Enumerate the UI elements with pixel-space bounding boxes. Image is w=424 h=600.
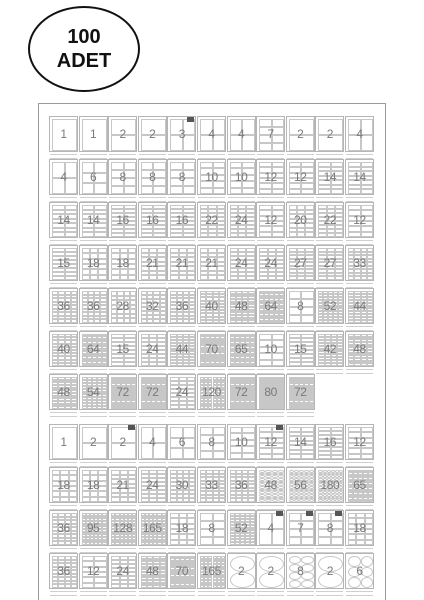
sheet-preview — [197, 202, 226, 238]
sheet-preview — [227, 553, 256, 589]
labels-per-sheet-count: 8 — [149, 170, 156, 184]
labels-per-sheet-count: 2 — [326, 564, 334, 578]
sheet-preview — [138, 467, 167, 503]
sheet-preview — [315, 424, 344, 460]
labels-per-sheet-count: 4 — [237, 127, 245, 141]
sheet-preview — [79, 510, 108, 546]
labels-per-sheet-count: 18 — [116, 256, 129, 270]
sheet-preview — [138, 424, 167, 460]
sheet-preview — [256, 374, 285, 410]
labels-per-sheet-count: 180 — [320, 478, 340, 492]
template-caption — [109, 591, 136, 596]
sheet-preview — [138, 288, 167, 324]
labels-per-sheet-count: 1 — [60, 127, 67, 141]
labels-per-sheet-count: 2 — [267, 564, 274, 578]
sheet-preview — [167, 245, 196, 281]
labels-per-sheet-count: 8 — [326, 521, 334, 535]
labels-per-sheet-count: 18 — [57, 478, 70, 492]
template-caption — [50, 412, 77, 417]
labels-per-sheet-count: 28 — [116, 299, 129, 313]
template-caption — [257, 412, 284, 417]
sheet-preview — [345, 288, 374, 324]
quantity-badge — [28, 6, 140, 92]
sheet-preview — [108, 116, 137, 152]
sheet-preview — [108, 202, 137, 238]
labels-per-sheet-count: 2 — [89, 435, 97, 449]
template-caption — [228, 412, 255, 417]
template-caption — [198, 591, 225, 596]
labels-per-sheet-count: 14 — [57, 213, 70, 227]
labels-per-sheet-count: 18 — [353, 521, 366, 535]
labels-per-sheet-count: 22 — [205, 213, 218, 227]
sheet-preview — [138, 159, 167, 195]
labels-per-sheet-count: 36 — [175, 299, 189, 313]
sheet-preview — [286, 374, 315, 410]
sheet-preview — [49, 288, 78, 324]
labels-per-sheet-count: 12 — [353, 213, 366, 227]
sheet-preview — [79, 424, 108, 460]
labels-per-sheet-count: 52 — [234, 521, 248, 535]
labels-per-sheet-count: 7 — [297, 521, 304, 535]
labels-per-sheet-count: 8 — [297, 299, 304, 313]
labels-per-sheet-count: 4 — [60, 170, 67, 184]
labels-per-sheet-count: 40 — [57, 342, 70, 356]
labels-per-sheet-count: 3 — [178, 127, 186, 141]
sheet-preview — [345, 331, 374, 367]
template-caption — [316, 369, 343, 374]
labels-per-sheet-count: 40 — [205, 299, 218, 313]
sheet-preview — [345, 510, 374, 546]
labels-per-sheet-count: 36 — [57, 521, 70, 535]
sheet-preview — [256, 202, 285, 238]
sheet-preview — [345, 553, 374, 589]
labels-per-sheet-count: 120 — [202, 385, 221, 399]
template-caption — [168, 412, 195, 417]
sheet-preview — [49, 116, 78, 152]
sheet-preview — [49, 553, 78, 589]
sheet-preview — [79, 159, 108, 195]
template-caption — [80, 412, 107, 417]
sheet-preview — [227, 245, 256, 281]
labels-per-sheet-count: 30 — [175, 478, 189, 492]
sheet-corner-marker — [276, 511, 283, 516]
sheet-preview — [315, 331, 344, 367]
labels-per-sheet-count: 33 — [205, 478, 218, 492]
sheet-corner-marker — [335, 511, 342, 516]
sheet-preview — [286, 288, 315, 324]
sheet-preview — [167, 424, 196, 460]
labels-per-sheet-count: 64 — [86, 342, 100, 356]
template-caption — [287, 591, 314, 596]
labels-per-sheet-count: 2 — [237, 564, 245, 578]
labels-per-sheet-count: 21 — [146, 256, 159, 270]
labels-per-sheet-count: 65 — [353, 478, 366, 492]
sheet-preview — [315, 159, 344, 195]
quantity-unit: ADET — [56, 50, 112, 72]
labels-per-sheet-count: 21 — [175, 256, 189, 270]
labels-per-sheet-count: 10 — [234, 435, 248, 449]
labels-per-sheet-count: 24 — [175, 385, 189, 399]
labels-per-sheet-count: 8 — [208, 521, 215, 535]
sheet-preview — [315, 202, 344, 238]
sheet-preview — [286, 116, 315, 152]
sheet-preview — [197, 467, 226, 503]
labels-per-sheet-count: 56 — [294, 478, 307, 492]
sheet-preview — [167, 288, 196, 324]
labels-per-sheet-count: 12 — [294, 170, 307, 184]
sheet-preview — [256, 245, 285, 281]
labels-per-sheet-count: 72 — [146, 385, 159, 399]
labels-per-sheet-count: 21 — [205, 256, 218, 270]
sheet-preview — [345, 116, 374, 152]
sheet-preview — [256, 116, 285, 152]
labels-per-sheet-count: 14 — [323, 170, 337, 184]
sheet-preview — [197, 374, 226, 410]
labels-per-sheet-count: 72 — [234, 385, 248, 399]
labels-per-sheet-count: 70 — [205, 342, 218, 356]
sheet-preview — [49, 424, 78, 460]
labels-per-sheet-count: 14 — [86, 213, 100, 227]
sheet-corner-marker — [128, 425, 135, 430]
sheet-preview — [286, 424, 315, 460]
sheet-preview — [138, 116, 167, 152]
labels-per-sheet-count: 2 — [119, 435, 126, 449]
sheet-preview — [49, 331, 78, 367]
sheet-preview — [315, 245, 344, 281]
labels-per-sheet-count: 64 — [264, 299, 277, 313]
template-caption — [228, 591, 255, 596]
sheet-preview — [167, 374, 196, 410]
labels-per-sheet-count: 36 — [234, 478, 248, 492]
labels-per-sheet-count: 16 — [175, 213, 189, 227]
sheet-preview — [286, 467, 315, 503]
sheet-preview — [49, 374, 78, 410]
sheet-preview — [256, 159, 285, 195]
labels-per-sheet-count: 16 — [323, 435, 337, 449]
sheet-preview — [79, 467, 108, 503]
template-caption — [316, 591, 343, 596]
labels-per-sheet-count: 6 — [178, 435, 186, 449]
labels-per-sheet-count: 27 — [323, 256, 337, 270]
labels-per-sheet-count: 95 — [86, 521, 100, 535]
labels-per-sheet-count: 18 — [175, 521, 189, 535]
sheet-preview — [167, 116, 196, 152]
labels-per-sheet-count: 15 — [57, 256, 70, 270]
labels-per-sheet-count: 21 — [116, 478, 129, 492]
labels-per-sheet-count: 20 — [294, 213, 307, 227]
template-caption — [109, 412, 136, 417]
labels-per-sheet-count: 128 — [113, 521, 133, 535]
labels-per-sheet-count: 6 — [89, 170, 97, 184]
labels-per-sheet-count: 14 — [294, 435, 307, 449]
labels-per-sheet-count: 2 — [297, 127, 304, 141]
labels-per-sheet-count: 36 — [57, 564, 70, 578]
labels-per-sheet-count: 8 — [208, 435, 215, 449]
sheet-preview — [49, 159, 78, 195]
sheet-preview — [108, 467, 137, 503]
labels-per-sheet-count: 4 — [356, 127, 363, 141]
labels-per-sheet-count: 1 — [89, 127, 97, 141]
sheet-preview — [345, 245, 374, 281]
labels-per-sheet-count: 12 — [264, 213, 277, 227]
labels-per-sheet-count: 36 — [57, 299, 70, 313]
sheet-preview — [197, 331, 226, 367]
sheet-preview — [197, 116, 226, 152]
sheet-preview — [345, 159, 374, 195]
template-caption — [80, 591, 107, 596]
labels-per-sheet-count: 15 — [294, 342, 307, 356]
labels-per-sheet-count: 10 — [234, 170, 248, 184]
labels-per-sheet-count: 24 — [146, 342, 159, 356]
labels-per-sheet-count: 42 — [323, 342, 337, 356]
sheet-preview — [108, 288, 137, 324]
sheet-preview — [315, 288, 344, 324]
sheet-preview — [256, 553, 285, 589]
sheet-preview — [49, 202, 78, 238]
labels-per-sheet-count: 2 — [119, 127, 126, 141]
sheet-preview — [286, 510, 315, 546]
labels-per-sheet-count: 4 — [267, 521, 274, 535]
labels-per-sheet-count: 48 — [234, 299, 248, 313]
sheet-preview — [79, 202, 108, 238]
labels-per-sheet-count: 16 — [146, 213, 159, 227]
template-caption — [287, 412, 314, 417]
labels-per-sheet-count: 24 — [264, 256, 277, 270]
sheet-preview — [79, 374, 108, 410]
labels-per-sheet-count: 18 — [86, 256, 100, 270]
labels-per-sheet-count: 4 — [208, 127, 215, 141]
labels-per-sheet-count: 1 — [60, 435, 67, 449]
labels-per-sheet-count: 70 — [175, 564, 189, 578]
labels-per-sheet-count: 2 — [326, 127, 334, 141]
sheet-preview — [167, 510, 196, 546]
labels-per-sheet-count: 24 — [116, 564, 129, 578]
template-caption — [346, 369, 373, 374]
sheet-preview — [197, 245, 226, 281]
sheet-preview — [138, 374, 167, 410]
sheet-preview — [108, 245, 137, 281]
template-caption — [168, 591, 195, 596]
sheet-preview — [286, 553, 315, 589]
labels-per-sheet-count: 2 — [149, 127, 156, 141]
sheet-preview — [108, 331, 137, 367]
sheet-preview — [256, 288, 285, 324]
sheet-preview — [167, 553, 196, 589]
sheet-preview — [286, 202, 315, 238]
sheet-preview — [256, 424, 285, 460]
sheet-preview — [138, 331, 167, 367]
labels-per-sheet-count: 12 — [264, 170, 277, 184]
labels-per-sheet-count: 48 — [353, 342, 366, 356]
sheet-preview — [79, 245, 108, 281]
sheet-corner-marker — [276, 425, 283, 430]
template-caption — [198, 412, 225, 417]
labels-per-sheet-count: 72 — [294, 385, 307, 399]
sheet-preview — [49, 245, 78, 281]
sheet-preview — [315, 553, 344, 589]
sheet-preview — [345, 424, 374, 460]
template-caption — [257, 591, 284, 596]
label-templates-sheet — [38, 103, 386, 600]
labels-per-sheet-count: 48 — [264, 478, 277, 492]
labels-per-sheet-count: 44 — [175, 342, 189, 356]
template-caption — [346, 591, 373, 596]
labels-per-sheet-count: 22 — [323, 213, 337, 227]
labels-per-sheet-count: 15 — [116, 342, 129, 356]
sheet-preview — [227, 467, 256, 503]
labels-per-sheet-count: 4 — [149, 435, 156, 449]
labels-per-sheet-count: 8 — [297, 564, 304, 578]
sheet-preview — [227, 331, 256, 367]
sheet-preview — [108, 510, 137, 546]
template-caption — [50, 591, 77, 596]
labels-per-sheet-count: 10 — [205, 170, 218, 184]
sheet-preview — [108, 553, 137, 589]
labels-per-sheet-count: 165 — [142, 521, 162, 535]
sheet-preview — [79, 288, 108, 324]
sheet-preview — [227, 202, 256, 238]
sheet-preview — [197, 510, 226, 546]
labels-per-sheet-count: 24 — [234, 213, 248, 227]
sheet-preview — [167, 159, 196, 195]
sheet-preview — [138, 202, 167, 238]
sheet-preview — [315, 467, 344, 503]
sheet-preview — [197, 424, 226, 460]
sheet-preview — [108, 159, 137, 195]
labels-per-sheet-count: 10 — [264, 342, 277, 356]
labels-per-sheet-count: 52 — [323, 299, 337, 313]
sheet-preview — [197, 553, 226, 589]
sheet-preview — [227, 116, 256, 152]
sheet-preview — [315, 116, 344, 152]
labels-per-sheet-count: 48 — [57, 385, 70, 399]
labels-per-sheet-count: 44 — [353, 299, 366, 313]
sheet-preview — [286, 245, 315, 281]
sheet-preview — [286, 159, 315, 195]
sheet-corner-marker — [306, 511, 313, 516]
labels-per-sheet-count: 48 — [146, 564, 159, 578]
labels-per-sheet-count: 16 — [116, 213, 129, 227]
labels-per-sheet-count: 24 — [234, 256, 248, 270]
labels-per-sheet-count: 27 — [294, 256, 307, 270]
sheet-preview — [197, 159, 226, 195]
labels-per-sheet-count: 12 — [353, 435, 366, 449]
sheet-preview — [49, 510, 78, 546]
sheet-preview — [227, 159, 256, 195]
labels-per-sheet-count: 80 — [264, 385, 277, 399]
sheet-preview — [256, 467, 285, 503]
sheet-preview — [138, 245, 167, 281]
sheet-corner-marker — [187, 117, 194, 122]
labels-per-sheet-count: 8 — [178, 170, 186, 184]
sheet-preview — [345, 467, 374, 503]
sheet-preview — [138, 553, 167, 589]
sheet-preview — [227, 510, 256, 546]
sheet-preview — [108, 374, 137, 410]
sheet-preview — [167, 467, 196, 503]
sheet-preview — [138, 510, 167, 546]
sheet-preview — [256, 510, 285, 546]
labels-per-sheet-count: 32 — [146, 299, 159, 313]
template-caption — [139, 412, 166, 417]
labels-per-sheet-count: 165 — [202, 564, 221, 578]
sheet-preview — [108, 424, 137, 460]
sheet-preview — [49, 467, 78, 503]
labels-per-sheet-count: 12 — [264, 435, 277, 449]
sheet-preview — [256, 331, 285, 367]
labels-per-sheet-count: 36 — [86, 299, 100, 313]
sheet-preview — [197, 288, 226, 324]
sheet-preview — [167, 202, 196, 238]
sheet-preview — [227, 374, 256, 410]
labels-per-sheet-count: 14 — [353, 170, 366, 184]
sheet-preview — [167, 331, 196, 367]
labels-per-sheet-count: 8 — [119, 170, 126, 184]
template-caption — [139, 591, 166, 596]
sheet-preview — [79, 553, 108, 589]
labels-per-sheet-count: 72 — [116, 385, 129, 399]
sheet-preview — [79, 331, 108, 367]
labels-per-sheet-count: 33 — [353, 256, 366, 270]
sheet-preview — [315, 510, 344, 546]
sheet-preview — [286, 331, 315, 367]
labels-per-sheet-count: 18 — [86, 478, 100, 492]
sheet-preview — [345, 202, 374, 238]
sheet-preview — [79, 116, 108, 152]
sheet-preview — [227, 424, 256, 460]
quantity-number: 100 — [67, 26, 101, 48]
labels-per-sheet-count: 65 — [234, 342, 248, 356]
sheet-preview — [227, 288, 256, 324]
labels-per-sheet-count: 6 — [356, 564, 363, 578]
labels-per-sheet-count: 7 — [267, 127, 274, 141]
labels-per-sheet-count: 24 — [146, 478, 159, 492]
labels-per-sheet-count: 54 — [86, 385, 100, 399]
labels-per-sheet-count: 12 — [86, 564, 100, 578]
